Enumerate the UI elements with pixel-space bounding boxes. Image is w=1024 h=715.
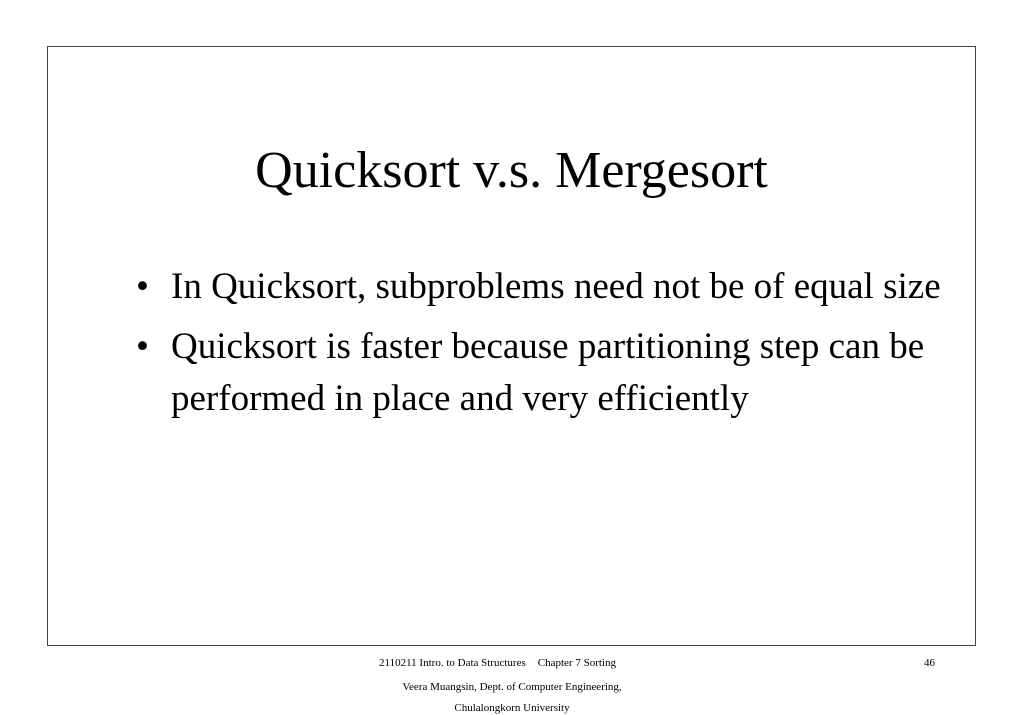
slide-frame (47, 46, 976, 646)
slide-title: Quicksort v.s. Mergesort (255, 142, 768, 199)
bullet-item-quicksort-faster (136, 321, 996, 425)
bullet-text: In Quicksort, subproblems need not be of equal size (171, 266, 941, 307)
bullet-dot: • (136, 266, 149, 307)
footer-university: Chulalongkorn University (454, 702, 570, 714)
bullet-item-unequal-subproblems (136, 261, 996, 313)
footer-chapter: Chapter 7 Sorting (537, 657, 616, 669)
footer-course-name: 2110211 Intro. to Data Structures (379, 657, 526, 669)
footer-author: Veera Muangsin, Dept. of Computer Engineering, (402, 681, 622, 693)
bullet-text: Quicksort is faster because partitioning step can be performed in place and very efficiently (171, 326, 925, 419)
footer-course-info (379, 656, 616, 670)
bullet-list (136, 261, 996, 433)
footer-page-number: 46 (924, 657, 935, 669)
bullet-dot: • (136, 326, 149, 367)
